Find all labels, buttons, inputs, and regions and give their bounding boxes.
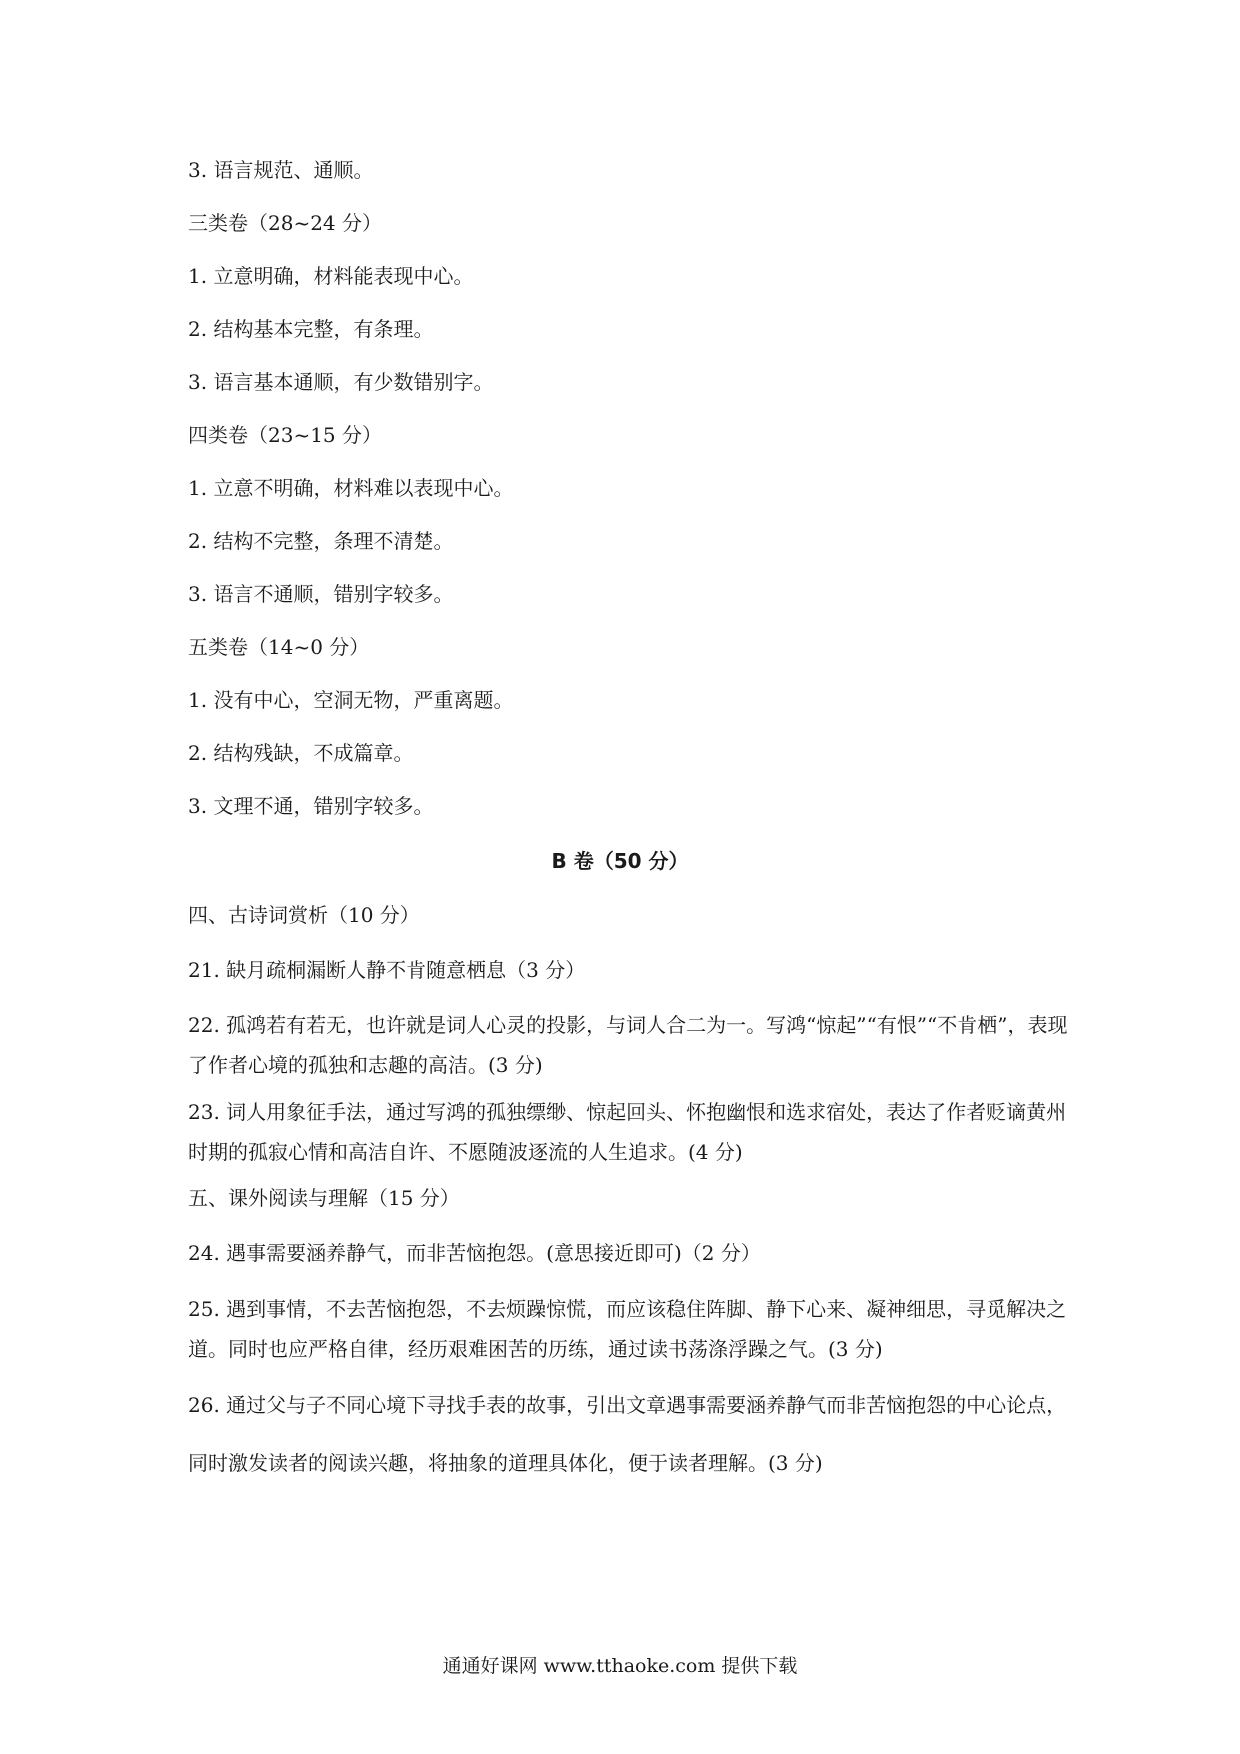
grade-heading-4: 四类卷（23~15 分） xyxy=(188,423,383,447)
answer-22: 22. 孤鸿若有若无，也许就是词人心灵的投影，与词人合二为一。写鸿“惊起”“有恨”“不肯栖”，表现了作者心境的孤独和志趣的高洁。(3 分) xyxy=(188,1013,1068,1077)
answer-21: 21. 缺月疏桐漏断人静不肯随意栖息（3 分） xyxy=(188,958,586,982)
section-b-title: B 卷（50 分） xyxy=(551,849,689,873)
answer-25: 25. 遇到事情，不去苦恼抱怨，不去烦躁惊慌，而应该稳住阵脚、静下心来、凝神细思，寻觅解决之道。同时也应严格自律，经历艰难困苦的历练，通过读书荡涤浮躁之气。(3 分) xyxy=(188,1297,1067,1361)
grade-heading-5: 五类卷（14~0 分） xyxy=(188,635,370,659)
criteria-line: 1. 立意不明确，材料难以表现中心。 xyxy=(188,476,514,500)
answer-26: 26. 通过父与子不同心境下寻找手表的故事，引出文章遇事需要涵养静气而非苦恼抱怨的中心论点，同时激发读者的阅读兴趣，将抽象的道理具体化，便于读者理解。(3 分) xyxy=(188,1393,1067,1475)
part5-heading: 五、课外阅读与理解（15 分） xyxy=(188,1186,460,1210)
criteria-line: 3. 语言不通顺，错别字较多。 xyxy=(188,582,454,606)
criteria-line: 1. 没有中心，空洞无物，严重离题。 xyxy=(188,688,514,712)
criteria-line: 3. 语言规范、通顺。 xyxy=(188,158,374,182)
grade-heading-3: 三类卷（28~24 分） xyxy=(188,211,383,235)
part4-heading: 四、古诗词赏析（10 分） xyxy=(188,903,420,927)
criteria-line: 3. 文理不通，错别字较多。 xyxy=(188,794,434,818)
answer-24: 24. 遇事需要涵养静气，而非苦恼抱怨。(意思接近即可)（2 分） xyxy=(188,1241,761,1265)
criteria-line: 3. 语言基本通顺，有少数错别字。 xyxy=(188,370,494,394)
criteria-line: 1. 立意明确，材料能表现中心。 xyxy=(188,264,474,288)
footer-download-note: 通通好课网 www.tthaoke.com 提供下载 xyxy=(442,1655,798,1677)
criteria-line: 2. 结构残缺，不成篇章。 xyxy=(188,741,414,765)
criteria-line: 2. 结构不完整，条理不清楚。 xyxy=(188,529,454,553)
answer-23: 23. 词人用象征手法，通过写鸿的孤独缥缈、惊起回头、怀抱幽恨和选求宿处，表达了作者贬谪黄州时期的孤寂心情和高洁自许、不愿随波逐流的人生追求。(4 分) xyxy=(188,1100,1067,1164)
criteria-line: 2. 结构基本完整，有条理。 xyxy=(188,317,434,341)
